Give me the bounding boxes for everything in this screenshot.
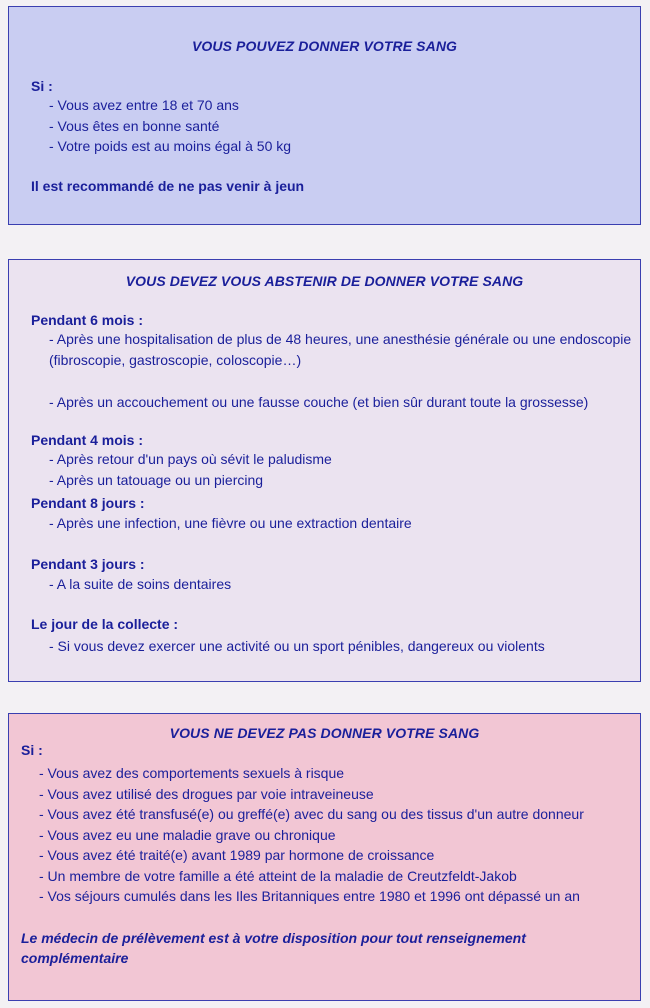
list-item: - Vous avez utilisé des drogues par voie intraveineuse: [39, 785, 374, 802]
period-heading-8-days: Pendant 8 jours :: [31, 495, 145, 511]
list-item: - Vous avez été traité(e) avant 1989 par hormone de croissance: [39, 847, 435, 863]
recommendation-note: Il est recommandé de ne pas venir à jeun: [31, 178, 305, 194]
period-heading-6-months: Pendant 6 mois :: [31, 312, 144, 328]
list-item: - A la suite de soins dentaires: [49, 576, 232, 592]
section-cannot-donate: [8, 713, 641, 1001]
list-item: - Vos séjours cumulés dans les Iles Britanniques entre 1980 et 1996 ont dépassé un an: [39, 888, 580, 904]
list-item: - Vous avez eu une maladie grave ou chronique: [39, 826, 336, 843]
condition-heading: Si :: [21, 742, 43, 758]
period-heading-4-months: Pendant 4 mois :: [31, 432, 144, 448]
list-item: - Après un accouchement ou une fausse couche (et bien sûr durant toute la grossesse): [49, 394, 589, 410]
list-item: - Un membre de votre famille a été atteint de la maladie de Creutzfeldt-Jakob: [39, 867, 517, 884]
period-heading-3-days: Pendant 3 jours :: [31, 556, 145, 572]
list-item: - Après une infection, une fièvre ou une extraction dentaire: [49, 515, 412, 531]
section-title: VOUS NE DEVEZ PAS DONNER VOTRE SANG: [169, 725, 480, 741]
list-item: - Vous avez entre 18 et 70 ans: [49, 97, 239, 113]
condition-list: [21, 763, 584, 907]
list-item: - Si vous devez exercer une activité ou un sport pénibles, dangereux ou violents: [49, 638, 545, 654]
section-must-abstain: [8, 259, 641, 682]
list-item: - Après un tatouage ou un piercing: [49, 471, 264, 488]
list: [31, 449, 332, 490]
closing-note: Le médecin de prélèvement est à votre disposition pour tout renseignement complémentaire: [21, 930, 526, 966]
section-can-donate: [8, 6, 641, 225]
condition-list: [31, 95, 291, 157]
list-item: - Après une hospitalisation de plus de 48 heures, une anesthésie générale ou une endoscopie (fibroscopie, gastroscopie, coloscopie…): [49, 331, 632, 368]
period-heading-collection-day: Le jour de la collecte :: [31, 616, 179, 632]
section-title: VOUS POUVEZ DONNER VOTRE SANG: [191, 38, 458, 54]
list-item: - Vous avez été transfusé(e) ou greffé(e) avec du sang ou des tissus d'un autre donneur: [39, 806, 584, 822]
section-title: VOUS DEVEZ VOUS ABSTENIR DE DONNER VOTRE SANG: [125, 273, 524, 289]
list-item: - Vous avez des comportements sexuels à risque: [39, 765, 345, 781]
list-item: - Après retour d'un pays où sévit le paludisme: [49, 451, 332, 467]
list-item: - Vous êtes en bonne santé: [49, 117, 220, 134]
list-item: - Votre poids est au moins égal à 50 kg: [49, 138, 292, 154]
condition-heading: Si :: [31, 78, 53, 94]
